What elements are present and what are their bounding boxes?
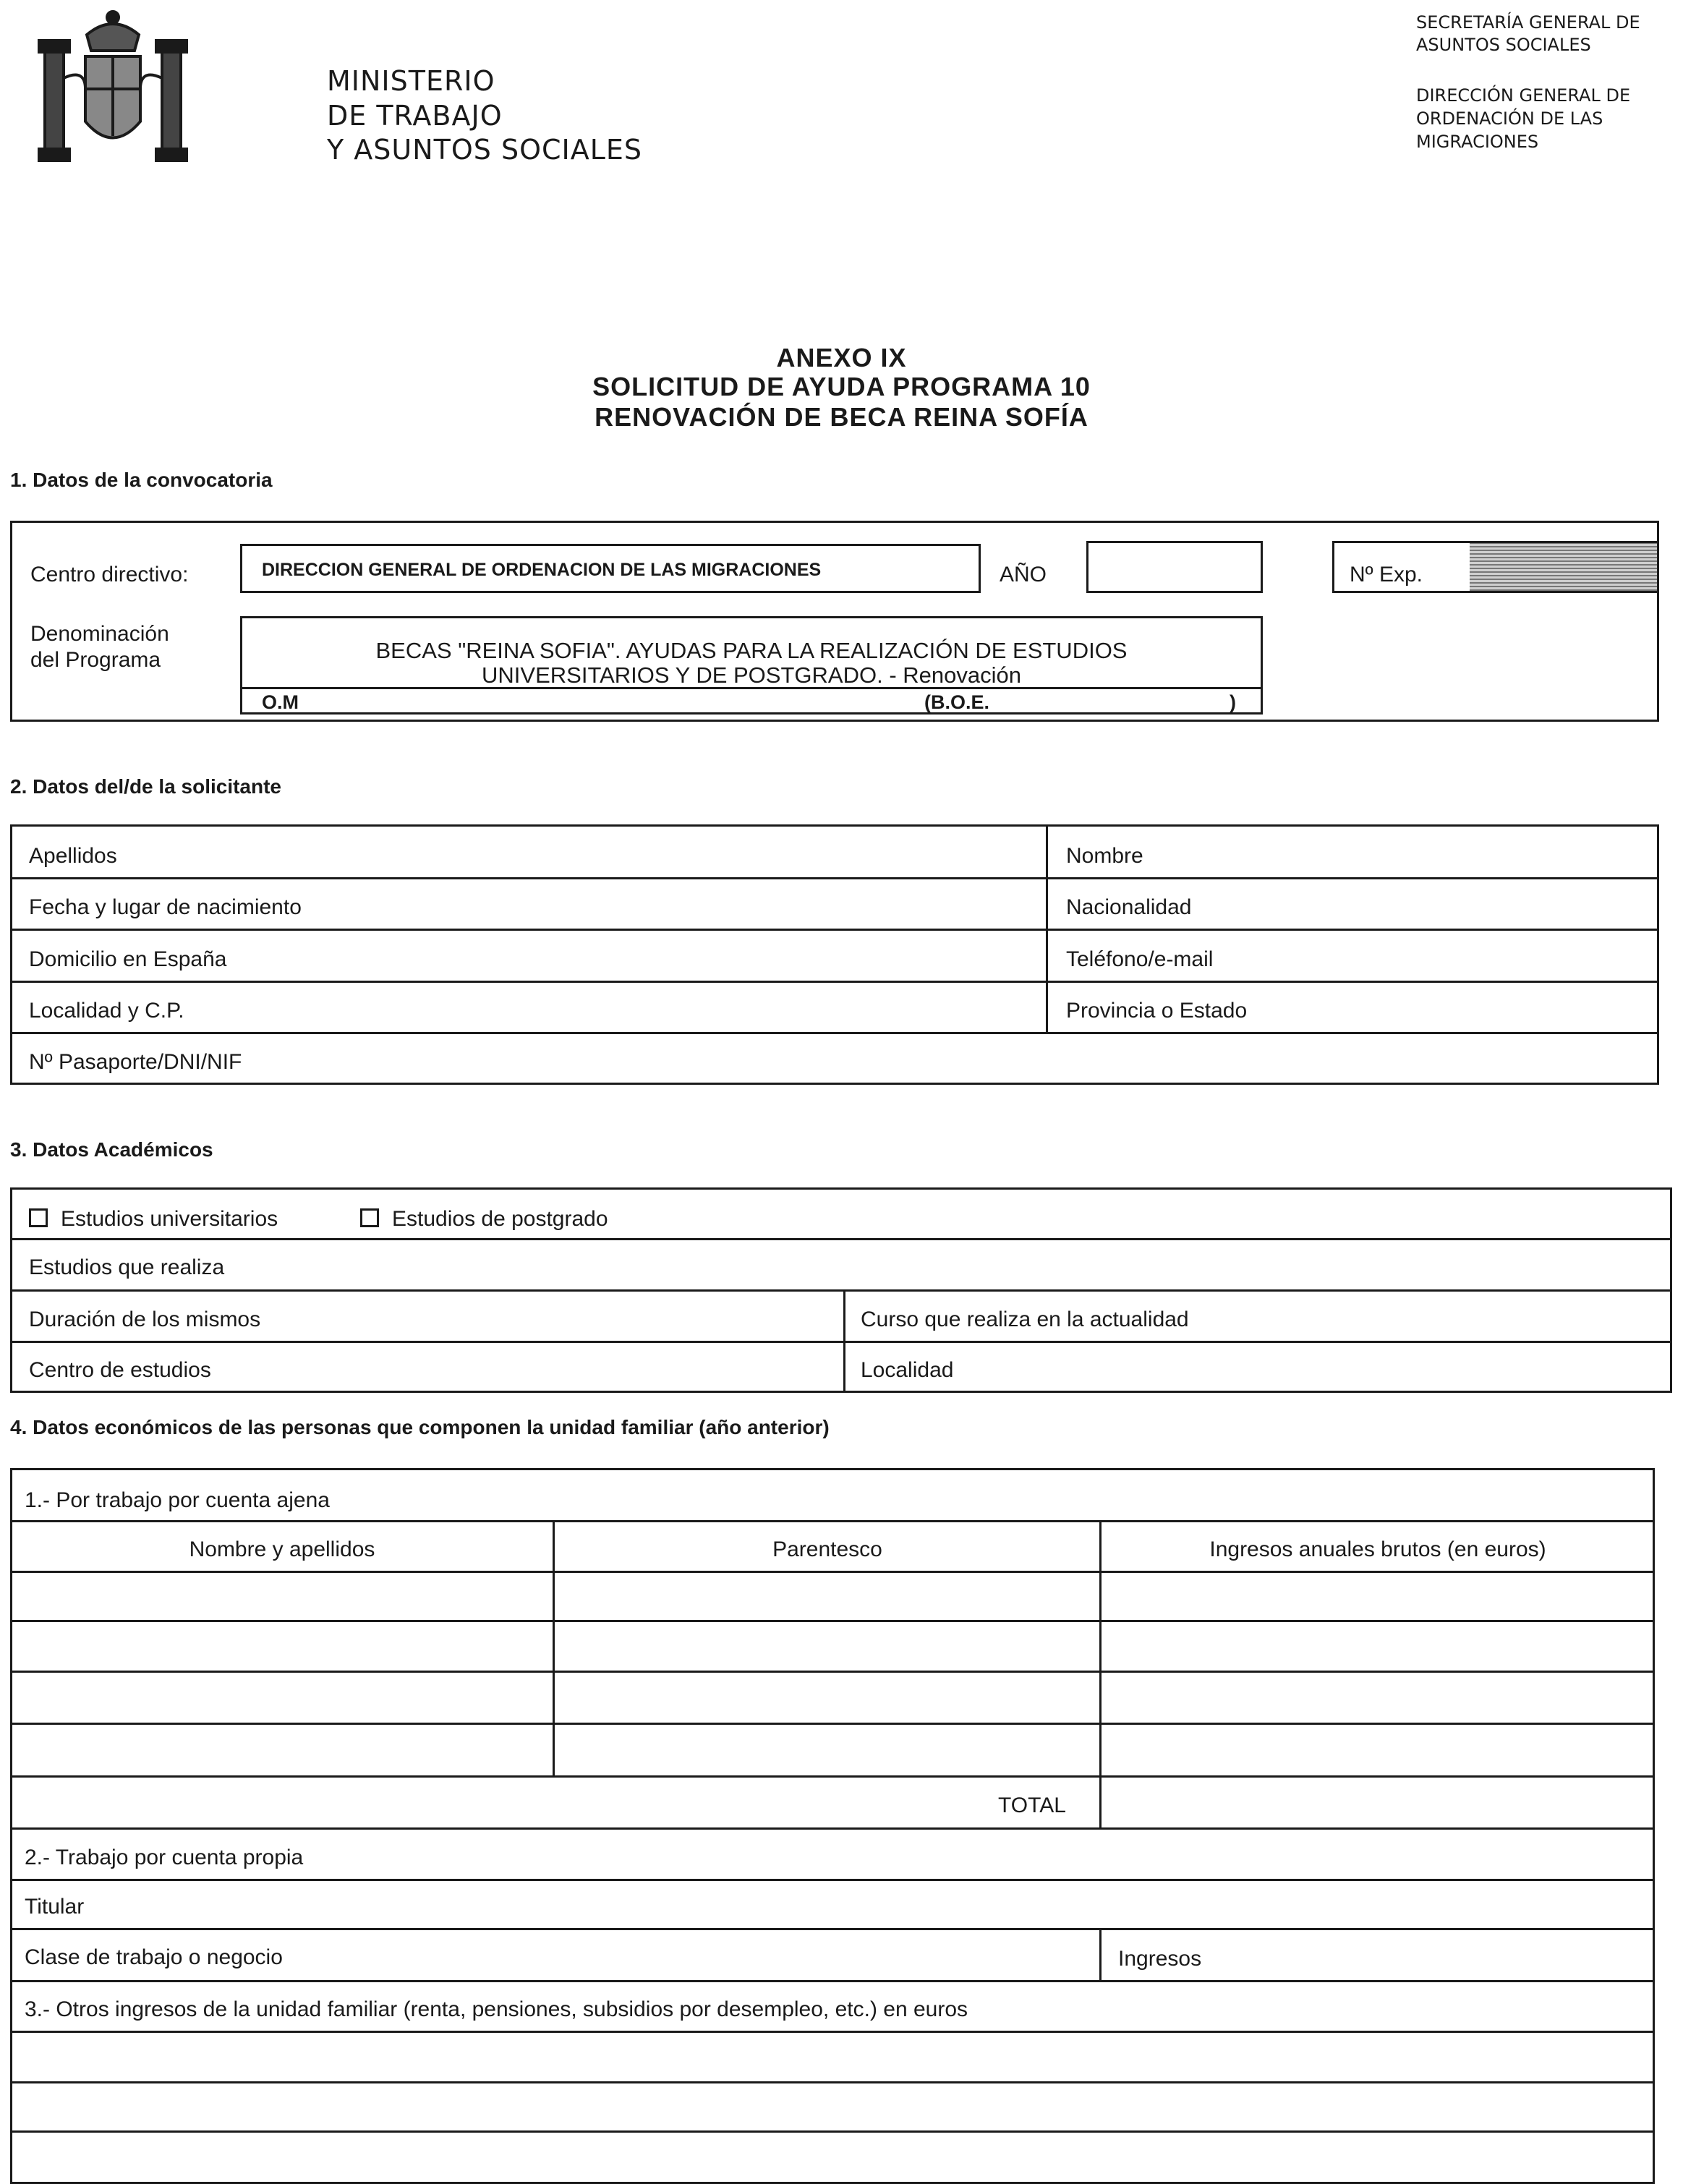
- nombre-field[interactable]: Nombre: [1066, 844, 1143, 868]
- s2-col-divider: [1046, 824, 1048, 1032]
- checkbox-icon: [29, 1208, 48, 1227]
- curso-actual-field[interactable]: Curso que realiza en la actualidad: [861, 1308, 1189, 1331]
- income-row-2[interactable]: [12, 1622, 1653, 1670]
- col-ingresos-header: Ingresos anuales brutos (en euros): [1209, 1537, 1546, 1561]
- s4-line-h: [10, 1879, 1655, 1881]
- otros-ingresos-row-3[interactable]: [12, 2133, 1653, 2182]
- om-boe-divider: [240, 687, 1263, 689]
- otros-ingresos-row-1[interactable]: [12, 2033, 1653, 2081]
- s4-line-i: [10, 1928, 1655, 1930]
- boe-label: (B.O.E.: [924, 691, 990, 713]
- page-title-line-2: SOLICITUD DE AYUDA PROGRAMA 10: [592, 372, 1091, 401]
- estudios-field[interactable]: Estudios que realiza: [29, 1255, 225, 1279]
- anio-field[interactable]: [1086, 541, 1263, 593]
- titular-field[interactable]: Titular: [25, 1895, 85, 1919]
- section-2-heading: 2. Datos del/de la solicitante: [10, 775, 282, 798]
- s3-row-divider-1: [10, 1238, 1672, 1240]
- fecha-lugar-field[interactable]: Fecha y lugar de nacimiento: [29, 895, 302, 919]
- direccion-line-3: MIGRACIONES: [1416, 132, 1539, 152]
- centro-estudios-field[interactable]: Centro de estudios: [29, 1358, 211, 1382]
- section-3-heading: 3. Datos Académicos: [10, 1138, 213, 1161]
- nacionalidad-field[interactable]: Nacionalidad: [1066, 895, 1192, 919]
- localidad-cp-field[interactable]: Localidad y C.P.: [29, 999, 184, 1023]
- apellidos-field[interactable]: Apellidos: [29, 844, 117, 868]
- domicilio-field[interactable]: Domicilio en España: [29, 947, 227, 971]
- clase-trabajo-field[interactable]: Clase de trabajo o negocio: [25, 1945, 283, 1969]
- s4-line-j: [10, 1980, 1655, 1982]
- sub2-label: 2.- Trabajo por cuenta propia: [25, 1846, 304, 1869]
- total-label: TOTAL: [998, 1793, 1066, 1817]
- secretaria-line-2: ASUNTOS SOCIALES: [1416, 35, 1591, 55]
- provincia-field[interactable]: Provincia o Estado: [1066, 999, 1248, 1023]
- s2-row-divider-2: [10, 929, 1659, 931]
- s2-row-divider-4: [10, 1032, 1659, 1034]
- telefono-field[interactable]: Teléfono/e-mail: [1066, 947, 1214, 971]
- centro-directivo-value: DIRECCION GENERAL DE ORDENACION DE LAS MIGRACIONES: [262, 560, 822, 580]
- col-parentesco-header: Parentesco: [772, 1537, 882, 1561]
- otros-ingresos-row-2[interactable]: [12, 2083, 1653, 2130]
- section-2-box: [10, 824, 1659, 1085]
- s4-col-div-3: [1099, 1928, 1102, 1980]
- opt-postgrado-label: Estudios de postgrado: [392, 1207, 608, 1231]
- coat-of-arms-logo: [29, 6, 197, 174]
- anio-label: AÑO: [1000, 563, 1047, 586]
- page-title-line-3: RENOVACIÓN DE BECA REINA SOFÍA: [595, 402, 1088, 432]
- ingresos-field[interactable]: Ingresos: [1118, 1947, 1202, 1971]
- pasaporte-field[interactable]: Nº Pasaporte/DNI/NIF: [29, 1050, 242, 1074]
- ministry-name-line-3: Y ASUNTOS SOCIALES: [327, 134, 643, 166]
- income-row-4[interactable]: [12, 1725, 1653, 1775]
- duracion-field[interactable]: Duración de los mismos: [29, 1308, 261, 1331]
- centro-directivo-label: Centro directivo:: [30, 563, 189, 586]
- nexp-label: Nº Exp.: [1350, 563, 1423, 586]
- col-nombre-header: Nombre y apellidos: [189, 1537, 375, 1561]
- s3-row-divider-2: [10, 1289, 1672, 1292]
- s3-row-divider-3: [10, 1341, 1672, 1343]
- sub1-label: 1.- Por trabajo por cuenta ajena: [25, 1488, 330, 1512]
- checkbox-icon: [360, 1208, 379, 1227]
- s2-row-divider-3: [10, 981, 1659, 983]
- income-row-1[interactable]: [12, 1573, 1653, 1619]
- s2-row-divider-1: [10, 877, 1659, 879]
- s4-line-a: [10, 1520, 1655, 1522]
- direccion-line-1: DIRECCIÓN GENERAL DE: [1416, 85, 1631, 106]
- nexp-shaded-area: [1470, 543, 1657, 591]
- sub3-label: 3.- Otros ingresos de la unidad familiar (renta, pensiones, subsidios por desempleo, etc.) en euros: [25, 1997, 968, 2021]
- programa-line-1: BECAS "REINA SOFIA". AYUDAS PARA LA REALIZACIÓN DE ESTUDIOS: [375, 638, 1128, 663]
- total-value-field[interactable]: [1102, 1778, 1652, 1827]
- ministry-name-line-2: DE TRABAJO: [327, 100, 503, 132]
- denominacion-label-1: Denominación: [30, 622, 169, 646]
- boe-close: ): [1230, 691, 1236, 713]
- om-label: O.M: [262, 691, 299, 713]
- secretaria-line-1: SECRETARÍA GENERAL DE: [1416, 12, 1640, 33]
- programa-line-2: UNIVERSITARIOS Y DE POSTGRADO. - Renovación: [482, 662, 1021, 688]
- section-4-heading: 4. Datos económicos de las personas que componen la unidad familiar (año anterior): [10, 1416, 830, 1438]
- s3-col-divider: [843, 1289, 845, 1393]
- denominacion-label-2: del Programa: [30, 648, 161, 672]
- page-title-line-1: ANEXO IX: [776, 343, 907, 372]
- localidad-field[interactable]: Localidad: [861, 1358, 954, 1382]
- section-1-heading: 1. Datos de la convocatoria: [10, 469, 273, 491]
- opt-universitarios-label: Estudios universitarios: [61, 1207, 278, 1231]
- ministry-name-line-1: MINISTERIO: [327, 65, 495, 97]
- opt-universitarios-checkbox[interactable]: [29, 1208, 278, 1230]
- s4-line-g: [10, 1827, 1655, 1830]
- direccion-line-2: ORDENACIÓN DE LAS: [1416, 108, 1603, 129]
- opt-postgrado-checkbox[interactable]: [360, 1208, 608, 1230]
- income-row-3[interactable]: [12, 1673, 1653, 1722]
